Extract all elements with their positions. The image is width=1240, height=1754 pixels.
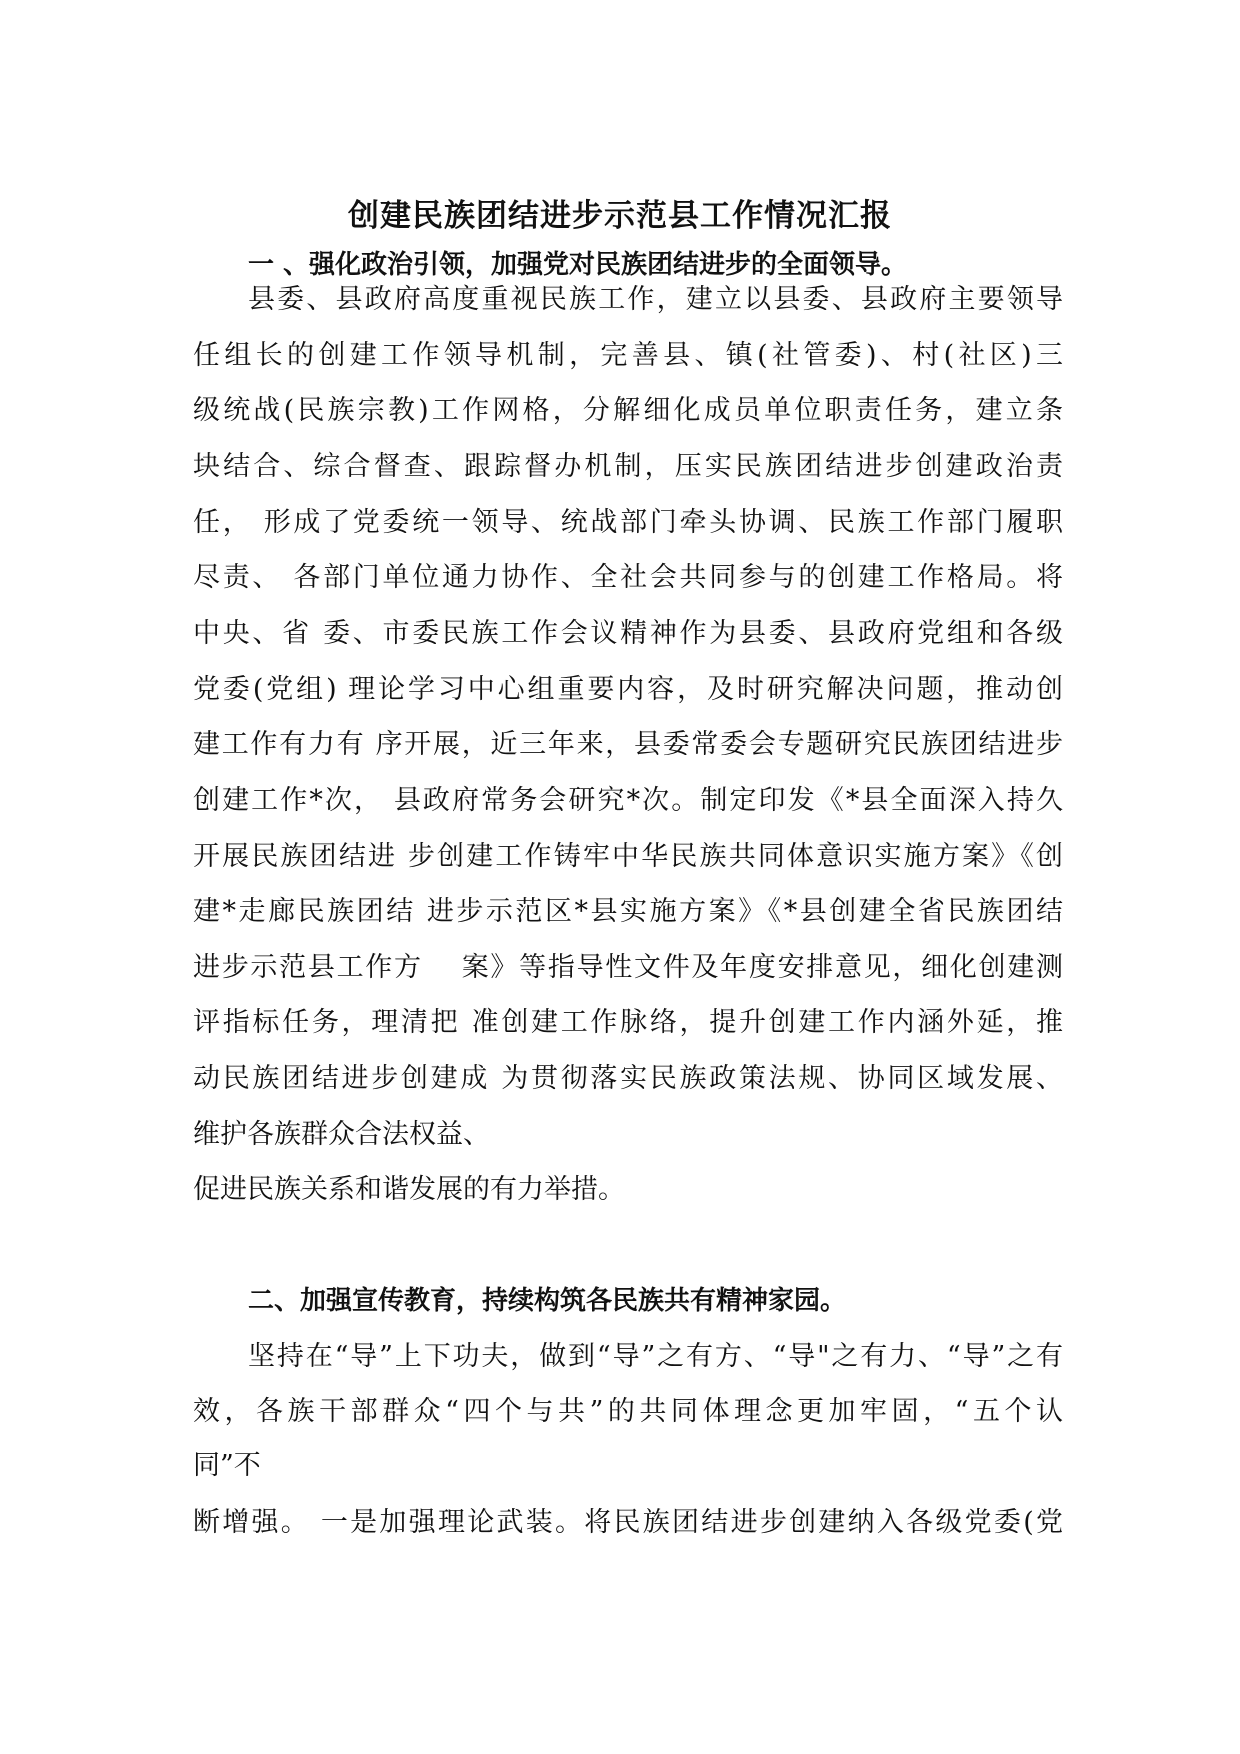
paragraph-line: 县委、县政府高度重视民族工作，建立以县委、县政府主要领导	[248, 284, 1063, 315]
paragraph-line: 坚持在“导”上下功夫，做到“导”之有方、“导"之有力、“导”之有	[248, 1341, 1063, 1372]
section-heading-2: 二、加强宣传教育，持续构筑各民族共有精神家园。	[248, 1286, 847, 1316]
paragraph-line: 尽责、 各部门单位通力协作、全社会共同参与的创建工作格局。将	[193, 562, 1063, 593]
paragraph-line: 同”不	[193, 1450, 261, 1481]
paragraph-line: 党委(党组) 理论学习中心组重要内容，及时研究解决问题，推动创	[193, 674, 1063, 705]
paragraph-line: 开展民族团结进 步创建工作铸牢中华民族共同体意识实施方案》《创	[193, 841, 1063, 872]
paragraph-line: 进步示范县工作方 案》等指导性文件及年度安排意见，细化创建测	[193, 952, 1063, 983]
paragraph-line: 级统战(民族宗教)工作网格，分解细化成员单位职责任务，建立条	[193, 395, 1063, 426]
paragraph-line: 创建工作*次， 县政府常务会研究*次。制定印发《*县全面深入持久	[193, 785, 1063, 816]
paragraph-line: 建*走廊民族团结 进步示范区*县实施方案》《*县创建全省民族团结	[193, 896, 1063, 927]
paragraph-line: 块结合、综合督查、跟踪督办机制，压实民族团结进步创建政治责	[193, 451, 1063, 482]
section-heading-1: 一 、强化政治引领，加强党对民族团结进步的全面领导。	[248, 250, 908, 280]
paragraph-line: 促进民族关系和谐发展的有力举措。	[193, 1174, 625, 1205]
paragraph-line: 动民族团结进步创建成 为贯彻落实民族政策法规、协同区域发展、	[193, 1063, 1063, 1094]
paragraph-line: 效，各族干部群众“四个与共”的共同体理念更加牢固，“五个认	[193, 1396, 1063, 1427]
paragraph-line: 任组长的创建工作领导机制，完善县、镇(社管委)、村(社区)三	[193, 340, 1063, 371]
paragraph-line: 评指标任务，理清把 准创建工作脉络，提升创建工作内涵外延，推	[193, 1007, 1063, 1038]
paragraph-line: 建工作有力有 序开展，近三年来，县委常委会专题研究民族团结进步	[193, 729, 1063, 760]
paragraph-line: 中央、省 委、市委民族工作会议精神作为县委、县政府党组和各级	[193, 618, 1063, 649]
document-title: 创建民族团结进步示范县工作情况汇报	[348, 198, 892, 234]
paragraph-line: 维护各族群众合法权益、	[193, 1119, 490, 1150]
paragraph-line: 任， 形成了党委统一领导、统战部门牵头协调、民族工作部门履职	[193, 507, 1063, 538]
paragraph-line: 断增强。 一是加强理论武装。将民族团结进步创建纳入各级党委(党	[193, 1507, 1063, 1538]
